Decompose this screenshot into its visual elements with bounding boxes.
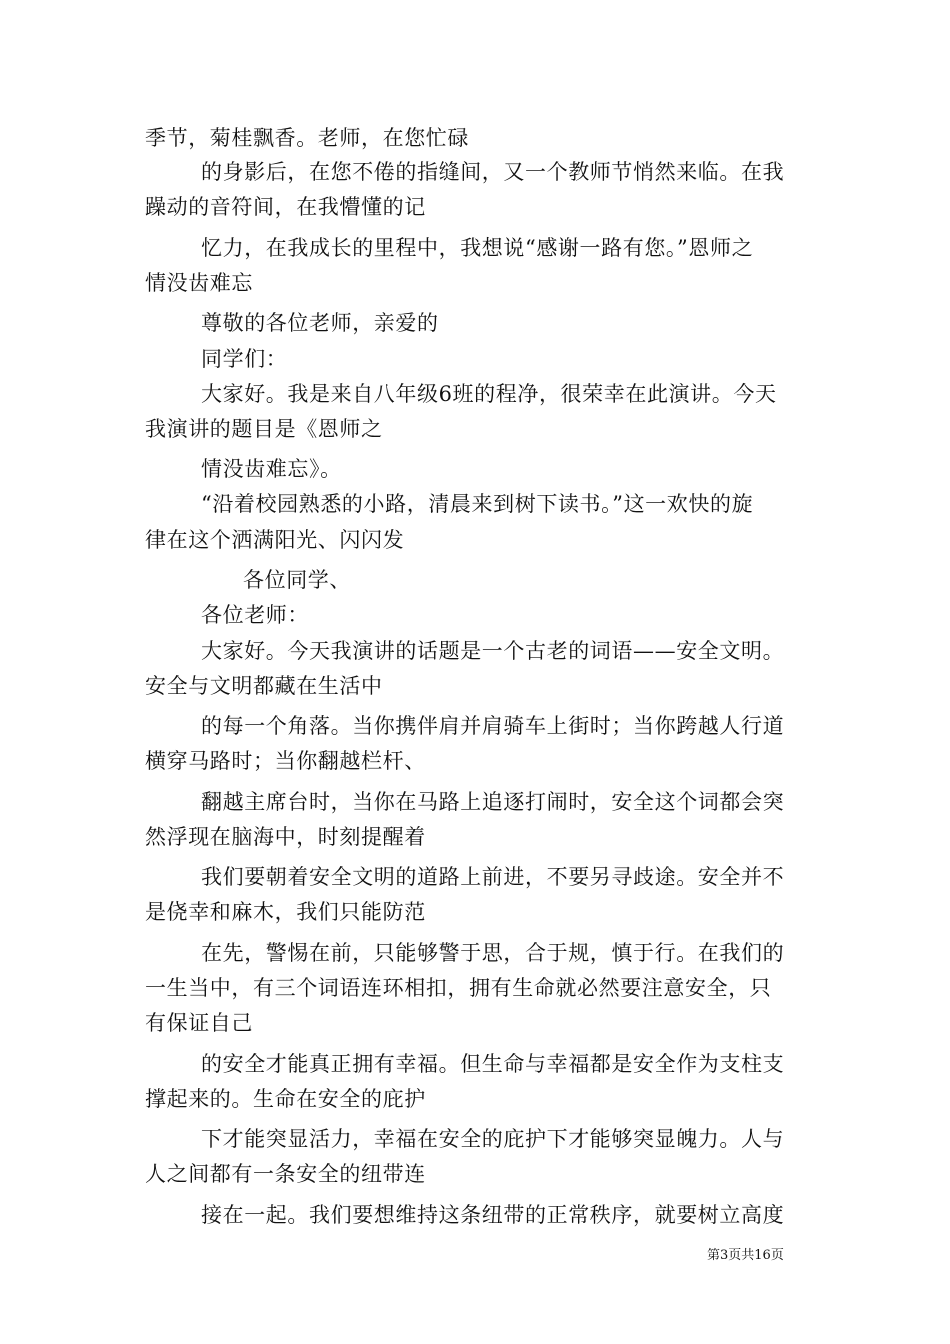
text-line: 的每一个角落。当你携伴肩并肩骑车上街时；当你跨越人行道 bbox=[201, 714, 785, 738]
text-line: 我演讲的题目是《恩师之 bbox=[145, 417, 383, 441]
text-line: 然浮现在脑海中，时刻提醒着 bbox=[145, 825, 426, 849]
text-line: 尊敬的各位老师，亲爱的 bbox=[201, 311, 439, 335]
text-line: 有保证自己 bbox=[145, 1011, 253, 1035]
page-number: 第3页共16页 bbox=[707, 1248, 784, 1263]
text-line: 忆力，在我成长的里程中，我想说“感谢一路有您。”恩师之 bbox=[201, 236, 754, 260]
text-line: 下才能突显活力，幸福在安全的庇护下才能够突显魄力。人与 bbox=[201, 1127, 785, 1151]
text-line: 躁动的音符间，在我懵懂的记 bbox=[145, 195, 426, 219]
text-line: 大家好。我是来自八年级6班的程净，很荣幸在此演讲。今天 bbox=[201, 382, 777, 406]
text-line: 各位老师： bbox=[201, 603, 309, 627]
text-line: 大家好。今天我演讲的话题是一个古老的词语——安全文明。 bbox=[201, 639, 785, 663]
text-line: 安全与文明都藏在生活中 bbox=[145, 674, 383, 698]
text-line: 是侥幸和麻木，我们只能防范 bbox=[145, 900, 426, 924]
text-line: 季节，菊桂飘香。老师，在您忙碌 bbox=[145, 126, 469, 150]
text-line: 的身影后，在您不倦的指缝间，又一个教师节悄然来临。在我 bbox=[201, 160, 785, 184]
text-line: 我们要朝着安全文明的道路上前进，不要另寻歧途。安全并不 bbox=[201, 865, 785, 889]
text-line: 同学们： bbox=[201, 347, 288, 371]
text-line: 翻越主席台时，当你在马路上追逐打闹时，安全这个词都会突 bbox=[201, 790, 785, 814]
text-line: 各位同学、 bbox=[243, 568, 351, 592]
text-line: 横穿马路时；当你翻越栏杆、 bbox=[145, 749, 426, 773]
text-line: 情没齿难忘》。 bbox=[201, 457, 342, 481]
text-line: 在先，警惕在前，只能够警于思，合于规，慎于行。在我们的 bbox=[201, 941, 785, 965]
text-line: 人之间都有一条安全的纽带连 bbox=[145, 1162, 426, 1186]
text-line: 律在这个洒满阳光、闪闪发 bbox=[145, 528, 405, 552]
text-line: 情没齿难忘 bbox=[145, 271, 253, 295]
text-line: 撑起来的。生命在安全的庇护 bbox=[145, 1087, 426, 1111]
text-line: 一生当中，有三个词语连环相扣，拥有生命就必然要注意安全，只 bbox=[145, 976, 772, 1000]
text-line: “沿着校园熟悉的小路，清晨来到树下读书。”这一欢快的旋 bbox=[201, 492, 754, 516]
text-line: 接在一起。我们要想维持这条纽带的正常秩序，就要树立高度 bbox=[201, 1203, 785, 1227]
text-line: 的安全才能真正拥有幸福。但生命与幸福都是安全作为支柱支 bbox=[201, 1052, 785, 1076]
